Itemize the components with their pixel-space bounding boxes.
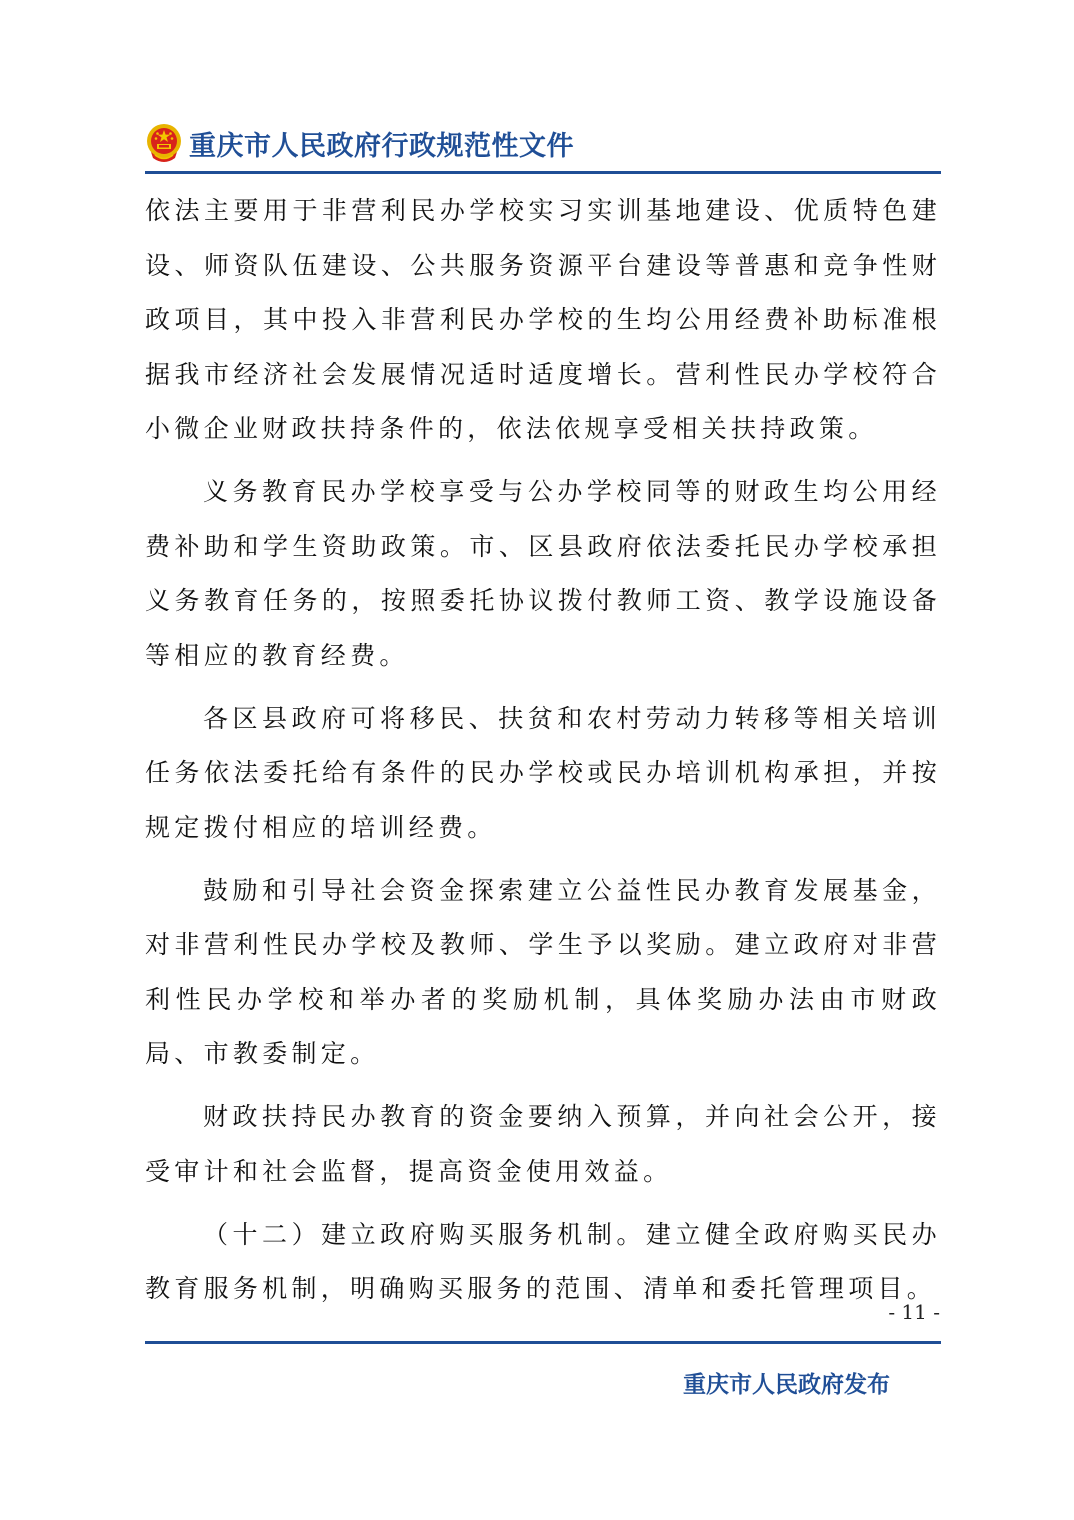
national-emblem-icon [145, 122, 183, 164]
header-title: 重庆市人民政府行政规范性文件 [189, 130, 574, 162]
document-body [145, 184, 941, 1325]
footer-divider [145, 1341, 941, 1344]
paragraph: 各区县政府可将移民、扶贫和农村劳动力转移等相关培训任务依法委托给有条件的民办学校或民办培训机构承担，并按规定拨付相应的培训经费。 [145, 703, 941, 842]
paragraph: 义务教育民办学校享受与公办学校同等的财政生均公用经费补助和学生资助政策。市、区县政府依法委托民办学校承担义务教育任务的，按照委托协议拨付教师工资、教学设施设备等相应的教育经费。 [145, 477, 941, 670]
paragraph: 依法主要用于非营利民办学校实习实训基地建设、优质特色建设、师资队伍建设、公共服务资源平台建设等普惠和竞争性财政项目，其中投入非营利民办学校的生均公用经费补助标准根据我市经济社会发展情况适时适度增长。营利性民办学校符合小微企业财政扶持条件的，依法依规享受相关扶持政策。 [145, 196, 941, 443]
paragraph: 财政扶持民办教育的资金要纳入预算，并向社会公开，接受审计和社会监督，提高资金使用效益。 [145, 1102, 941, 1186]
footer-publisher: 重庆市人民政府发布 [683, 1371, 890, 1398]
paragraph: 鼓励和引导社会资金探索建立公益性民办教育发展基金，对非营利性民办学校及教师、学生予以奖励。建立政府对非营利性民办学校和举办者的奖励机制，具体奖励办法由市财政局、市教委制定。 [145, 875, 941, 1068]
page-number: - 11 - [888, 1300, 940, 1324]
paragraph: （十二）建立政府购买服务机制。建立健全政府购买民办教育服务机制，明确购买服务的范围、清单和委托管理项目。 [145, 1219, 941, 1303]
document-header [145, 118, 574, 168]
header-divider [145, 171, 941, 174]
